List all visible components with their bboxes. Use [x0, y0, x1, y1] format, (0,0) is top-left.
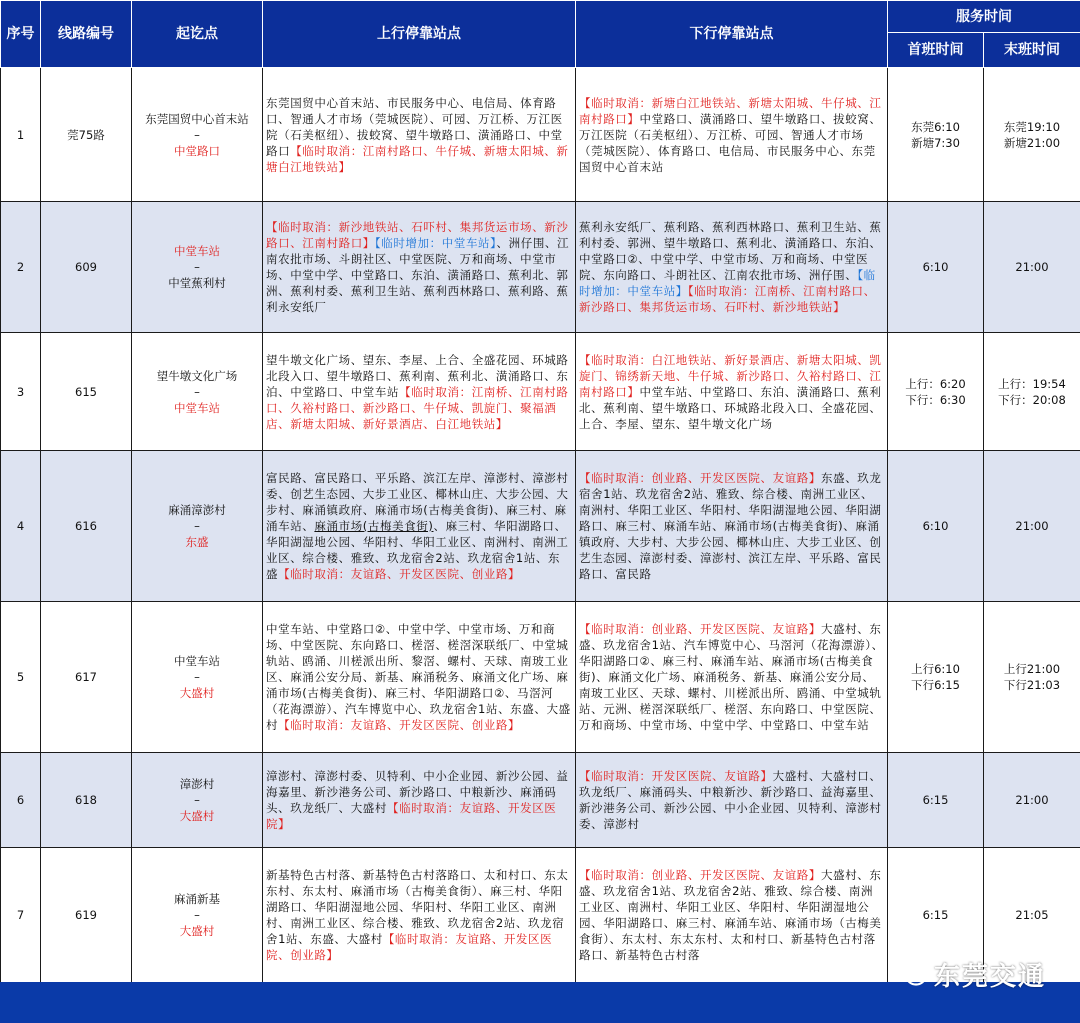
stops-text: 大盛村、东盛、玖龙宿舍1站、汽车博览中心、马滘河（花海漂游）、华阳湖路口②、麻三村、麻涌车站、麻涌市场(古梅美食街)、麻涌文化广场、麻涌税务、新基、麻涌公安分局、南玻工业区、天球、螺村、川槎派出所、鸥涌、中堂城轨站、元洲、槎滘深联纸厂、槎滘、东向路口、中堂医院、万和商场、中堂市场、中堂中学、中堂路口、中堂车站	[579, 622, 884, 732]
seq-cell: 3	[1, 333, 41, 451]
temp-cancel-note: 【临时取消：创业路、开发区医院、友谊路】	[579, 622, 821, 636]
origin-destination-cell	[132, 202, 263, 333]
origin-destination-cell	[132, 333, 263, 451]
route-code-cell: 619	[41, 848, 132, 983]
stops-text: 大盛村、大盛村口、玖龙纸厂、麻涌码头、中粮新沙、新沙路口、益海嘉里、新沙港务公司、新沙公园、中小企业园、贝特利、漳澎村委、漳澎村	[579, 769, 882, 831]
temp-cancel-note: 【临时取消：新沙地铁站、石吓村、集邦货运市场、新沙路口、江南村路口】	[266, 220, 569, 250]
last-bus-cell: 21:00	[984, 202, 1080, 333]
temp-cancel-note: 【临时取消：创业路、开发区医院、友谊路】	[579, 471, 821, 485]
down-stops-cell	[576, 451, 888, 602]
stops-text: 大盛村、东盛、玖龙宿舍1站、玖龙宿舍2站、雅致、综合楼、南洲工业区、南洲村、华阳工业区、华阳村、华阳湖湿地公园、华阳湖路口、麻三村、麻涌车站、麻涌市场（古梅美食街）、东太村、东太东村、太和村口、新基特色古村落路口、新基特色古村落	[579, 868, 882, 962]
down-stops-cell	[576, 602, 888, 753]
od-dash: –	[194, 260, 200, 274]
stops-text: 新基特色古村落、新基特色古村落路口、太和村口、东太东村、东太村、麻涌市场（古梅美食街）、麻三村、华阳湖路口、华阳湖湿地公园、华阳村、华阳工业区、南洲村、南洲工业区、综合楼、雅致、玖龙宿舍2站、玖龙宿舍1站、东盛、大盛村	[266, 868, 569, 946]
first-bus-cell	[888, 602, 984, 753]
origin: 麻涌新基	[174, 892, 220, 906]
destination: 中堂车站	[174, 400, 220, 415]
temp-cancel-note: 【临时取消：白江地铁站、新好景酒店、新塘太阳城、凯旋门、锦绣新天地、牛仔城、新沙路口、久裕村路口、江南村路口】	[579, 352, 882, 399]
origin-destination-cell	[132, 602, 263, 753]
origin-destination-cell	[132, 753, 263, 848]
origin: 中堂车站	[174, 654, 220, 668]
origin-destination-cell	[132, 68, 263, 202]
last-bus-cell	[984, 333, 1080, 451]
down-stops-cell	[576, 333, 888, 451]
up-stops-cell	[263, 451, 576, 602]
first-bus-cell	[888, 333, 984, 451]
stops-text: 东盛、玖龙宿舍1站、玖龙宿舍2站、雅致、综合楼、南洲工业区、南洲村、华阳工业区、华阳村、华阳湖湿地公园、华阳湖路口、麻三村、麻涌车站、麻涌市场(古梅美食街)、麻涌镇政府、大步村、大步公园、椰林山庄、大步工业区、创艺生态园、漳澎村委、漳澎村、滨江左岸、平乐路、富民路口、富民路	[579, 471, 882, 581]
seq-cell: 2	[1, 202, 41, 333]
first-bus-time: 东莞6:10	[911, 119, 960, 134]
stops-text-underlined: 麻涌市场(古梅美食街)	[314, 519, 434, 533]
header-origin-destination: 起讫点	[132, 1, 263, 68]
first-bus-time: 上行：6:20	[905, 376, 966, 391]
first-bus-time: 上行6:10	[911, 662, 960, 676]
last-bus-cell: 21:05	[984, 848, 1080, 983]
route-code-cell: 609	[41, 202, 132, 333]
first-bus-time: 下行6:15	[911, 678, 960, 692]
destination: 大盛村	[179, 809, 215, 823]
stops-text: 、麻三村、华阳湖路口、华阳湖湿地公园、华阳村、华阳工业区、南洲村、南洲工业区、综合楼、雅致、玖龙宿舍2站、玖龙宿舍1站、东盛	[266, 519, 569, 581]
route-code-cell: 616	[41, 451, 132, 602]
seq-cell: 6	[1, 753, 41, 848]
header-down-stops: 下行停靠站点	[576, 1, 888, 68]
last-bus-time: 上行：19:54	[998, 376, 1066, 391]
destination: 中堂路口	[174, 143, 220, 158]
table-row	[1, 753, 1080, 848]
temp-add-note: 【临时增加：中堂车站】	[374, 236, 497, 250]
temp-cancel-note: 【临时取消：江南村路口、牛仔城、新塘太阳城、新塘白江地铁站】	[266, 143, 569, 174]
route-code-cell: 618	[41, 753, 132, 848]
temp-cancel-note: 【临时取消：江南桥、江南村路口、新沙路口、集邦货运市场、石吓村、新沙地铁站】	[579, 284, 876, 314]
down-stops-cell	[576, 202, 888, 333]
stops-text: 中堂车站、中堂路口②、中堂中学、中堂市场、万和商场、中堂医院、东向路口、槎滘、槎滘深联纸厂、中堂城轨站、鸥涌、川槎派出所、黎滘、螺村、天球、南玻工业区、麻涌公安分局、新基、麻涌税务、麻涌文化广场、麻涌市场(古梅美食街)、麻三村、华阳湖路口②、马滘河（花海漂游）、汽车博览中心、玖龙宿舍1站、东盛、大盛村	[266, 622, 571, 732]
first-bus-cell: 6:10	[888, 202, 984, 333]
stops-text: 东莞国贸中心首末站、市民服务中心、电信局、体育路口、智通人才市场（莞城医院）、可园、万江桥、万江医院（石美枢纽）、拔蛟窝、望牛墩路口、潢涌路口、中堂路口	[266, 95, 563, 158]
first-bus-time: 新塘7:30	[911, 135, 960, 150]
first-bus-time: 下行：6:30	[905, 392, 966, 407]
od-dash: –	[194, 127, 200, 142]
table-row	[1, 202, 1080, 333]
header-service-time: 服务时间	[888, 1, 1080, 33]
seq-cell: 1	[1, 68, 41, 202]
seq-cell: 5	[1, 602, 41, 753]
watermark	[894, 956, 1046, 992]
origin-destination-cell	[132, 848, 263, 983]
up-stops-cell	[263, 333, 576, 451]
stops-text: 漳澎村、漳澎村委、贝特利、中小企业园、新沙公园、益海嘉里、新沙港务公司、新沙路口、中粮新沙、麻涌码头、玖龙纸厂、大盛村	[266, 769, 569, 815]
temp-cancel-note: 【临时取消：友谊路、开发区医院、创业路】	[278, 718, 521, 732]
origin: 麻涌漳澎村	[168, 503, 226, 517]
watermark-text: 东莞交通	[933, 961, 1046, 992]
destination: 东盛	[185, 535, 209, 549]
last-bus-cell: 21:00	[984, 753, 1080, 848]
wechat-icon	[894, 959, 928, 989]
last-bus-time: 下行：20:08	[998, 392, 1066, 407]
last-bus-time: 上行21:00	[1003, 662, 1061, 676]
od-dash: –	[194, 793, 200, 807]
down-stops-cell	[576, 848, 888, 983]
header-first-bus: 首班时间	[888, 33, 984, 68]
stops-text: 蕉利永安纸厂、蕉利路、蕉利西林路口、蕉利卫生站、蕉利村委、郭洲、望牛墩路口、蕉利北、潢涌路口、东泊、中堂路口②、中堂中学、中堂市场、万和商场、中堂医院、东向路口、斗朗社区、江南农批市场、洲仔围、	[579, 220, 882, 282]
od-dash: –	[194, 908, 200, 922]
header-last-bus: 末班时间	[984, 33, 1080, 68]
stops-text: 望牛墩文化广场、望东、李屋、上合、全盛花园、环城路北段入口、望牛墩路口、蕉利南、蕉利北、潢涌路口、东泊、中堂路口、中堂车站	[266, 352, 569, 399]
temp-cancel-note: 【临时取消：友谊路、开发区医院】	[266, 801, 557, 831]
header-route-code: 线路编号	[41, 1, 132, 68]
od-dash: –	[194, 670, 200, 684]
origin: 望牛墩文化广场	[156, 368, 238, 383]
origin: 东莞国贸中心首末站	[145, 111, 249, 126]
down-stops-cell	[576, 753, 888, 848]
origin: 漳澎村	[179, 777, 215, 791]
up-stops-cell	[263, 848, 576, 983]
od-dash: –	[194, 519, 200, 533]
od-dash: –	[194, 384, 200, 399]
route-code-cell: 莞75路	[41, 68, 132, 202]
stops-text: 、洲仔围、江南农批市场、斗朗社区、中堂医院、万和商场、中堂市场、中堂中学、中堂路口、东泊、潢涌路口、蕉利北、郭洲、蕉利村委、蕉利卫生站、蕉利西林路口、蕉利路、蕉利永安纸厂	[266, 236, 570, 314]
temp-cancel-note: 【临时取消：友谊路、开发区医院、创业路】	[278, 567, 521, 581]
stops-text: 中堂车站、中堂路口、东泊、潢涌路口、蕉利北、蕉利南、望牛墩路口、环城路北段入口、全盛花园、上合、李屋、望东、望牛墩文化广场	[579, 384, 882, 431]
up-stops-cell	[263, 602, 576, 753]
route-code-cell: 615	[41, 333, 132, 451]
stops-text: 中堂路口、潢涌路口、望牛墩路口、拔蛟窝、万江医院（石美枢纽）、万江桥、可园、智通人才市场（莞城医院）、体育路口、电信局、市民服务中心、东莞国贸中心首末站	[579, 111, 882, 174]
table-row	[1, 602, 1080, 753]
last-bus-cell	[984, 602, 1080, 753]
first-bus-cell: 6:15	[888, 753, 984, 848]
last-bus-time: 东莞19:10	[1003, 119, 1061, 134]
first-bus-cell: 6:10	[888, 451, 984, 602]
last-bus-time: 新塘21:00	[1003, 135, 1061, 150]
destination: 大盛村	[179, 924, 215, 938]
origin: 中堂车站	[174, 244, 220, 258]
origin-destination-cell	[132, 451, 263, 602]
stops-text: 富民路、富民路口、平乐路、滨江左岸、漳澎村、漳澎村委、创艺生态园、大步工业区、椰林山庄、大步公园、大步村、麻涌镇政府、麻涌市场(古梅美食街)、麻三村、麻涌车站、	[266, 471, 569, 533]
table-row	[1, 333, 1080, 451]
temp-cancel-note: 【临时取消：创业路、开发区医院、友谊路】	[579, 868, 821, 882]
destination: 中堂蕉利村	[168, 276, 226, 290]
last-bus-cell: 21:00	[984, 451, 1080, 602]
up-stops-cell	[263, 202, 576, 333]
up-stops-cell	[263, 753, 576, 848]
temp-add-note: 【临时增加：中堂车站】	[579, 268, 876, 298]
temp-cancel-note: 【临时取消：江南桥、江南村路口、久裕村路口、新沙路口、牛仔城、凯旋门、聚福酒店、新塘太阳城、新好景酒店、白江地铁站】	[266, 384, 569, 431]
temp-cancel-note: 【临时取消：友谊路、开发区医院、创业路】	[266, 932, 553, 962]
table-row	[1, 68, 1080, 202]
down-stops-cell	[576, 68, 888, 202]
destination: 大盛村	[179, 686, 215, 700]
seq-cell: 4	[1, 451, 41, 602]
up-stops-cell	[263, 68, 576, 202]
header-up-stops: 上行停靠站点	[263, 1, 576, 68]
temp-cancel-note: 【临时取消：新塘白江地铁站、新塘太阳城、牛仔城、江南村路口】	[579, 95, 882, 126]
last-bus-cell	[984, 68, 1080, 202]
header-seq: 序号	[1, 1, 41, 68]
route-code-cell: 617	[41, 602, 132, 753]
seq-cell: 7	[1, 848, 41, 983]
first-bus-cell	[888, 68, 984, 202]
temp-cancel-note: 【临时取消：开发区医院、友谊路】	[579, 769, 773, 783]
first-bus-cell: 6:15	[888, 848, 984, 983]
table-row	[1, 451, 1080, 602]
last-bus-time: 下行21:03	[1003, 678, 1061, 692]
